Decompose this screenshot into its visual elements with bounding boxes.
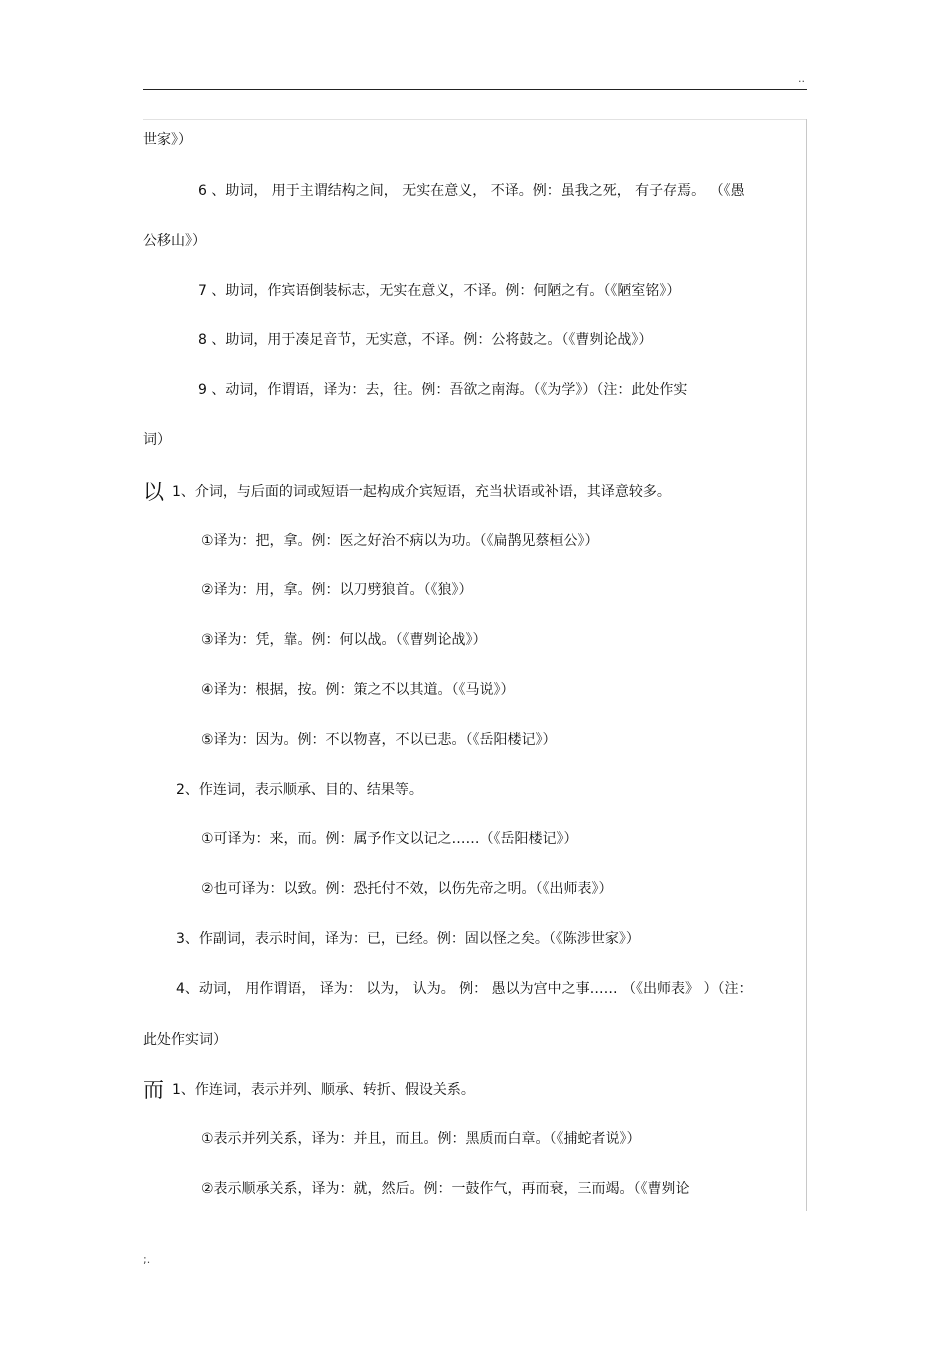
content-frame-top <box>143 119 807 120</box>
text-line: ④译为：根据，按。例：策之不以其道。（《马说》） <box>201 682 515 698</box>
text-line: ①可译为：来，而。例：属予作文以记之……（《岳阳楼记》） <box>201 831 578 847</box>
text-line: 4、动词， 用作谓语， 译为： 以为， 认为。 例： 愚以为宫中之事…… （《出师表》 ）（注： <box>176 981 753 997</box>
text-line: 公移山》） <box>143 233 206 249</box>
text-line: 8 、助词，用于凑足音节，无实意，不译。例：公将鼓之。（《曹刿论战》） <box>198 332 653 348</box>
text-line: 世家》） <box>143 132 192 148</box>
text-line: ②也可译为：以致。例：恐托付不效，以伤先帝之明。（《出师表》） <box>201 881 613 897</box>
text-line: 7 、助词，作宾语倒装标志，无实在意义，不译。例：何陋之有。（《陋室铭》） <box>198 283 681 299</box>
content-frame-right <box>806 119 807 1211</box>
text-line: 词） <box>143 432 171 448</box>
text-line: ②译为：用，拿。例：以刀劈狼首。（《狼》） <box>201 582 473 598</box>
text-line: 3、作副词，表示时间，译为：已，已经。例：固以怪之矣。（《陈涉世家》） <box>176 931 640 947</box>
headword-er: 而 <box>143 1078 164 1102</box>
text-line: ②表示顺承关系，译为：就，然后。例：一鼓作气，再而衰，三而竭。（《曹刿论 <box>201 1181 690 1197</box>
footer-mark: ;. <box>143 1253 151 1266</box>
text-line: 1、介词，与后面的词或短语一起构成介宾短语，充当状语或补语，其译意较多。 <box>172 484 671 500</box>
text-line: 此处作实词） <box>143 1032 227 1048</box>
text-line: ③译为：凭，靠。例：何以战。（《曹刿论战》） <box>201 632 487 648</box>
header-rule <box>143 89 807 90</box>
text-line: 6 、助词， 用于主谓结构之间， 无实在意义， 不译。例：虽我之死， 有子存焉。 （《愚 <box>198 183 745 199</box>
text-line: ①表示并列关系，译为：并且，而且。例：黑质而白章。（《捕蛇者说》） <box>201 1131 641 1147</box>
headword-yi: 以 <box>143 480 164 504</box>
text-line: 2、作连词，表示顺承、目的、结果等。 <box>176 782 423 798</box>
header-mark: .. <box>798 72 805 85</box>
text-line: ①译为：把，拿。例：医之好治不病以为功。（《扁鹊见蔡桓公》） <box>201 533 599 549</box>
text-line: 9 、动词，作谓语，译为：去，往。例：吾欲之南海。（《为学》）（注：此处作实 <box>198 382 688 398</box>
text-line: ⑤译为：因为。例：不以物喜，不以已悲。（《岳阳楼记》） <box>201 732 557 748</box>
text-line: 1、作连词，表示并列、顺承、转折、假设关系。 <box>172 1082 475 1098</box>
